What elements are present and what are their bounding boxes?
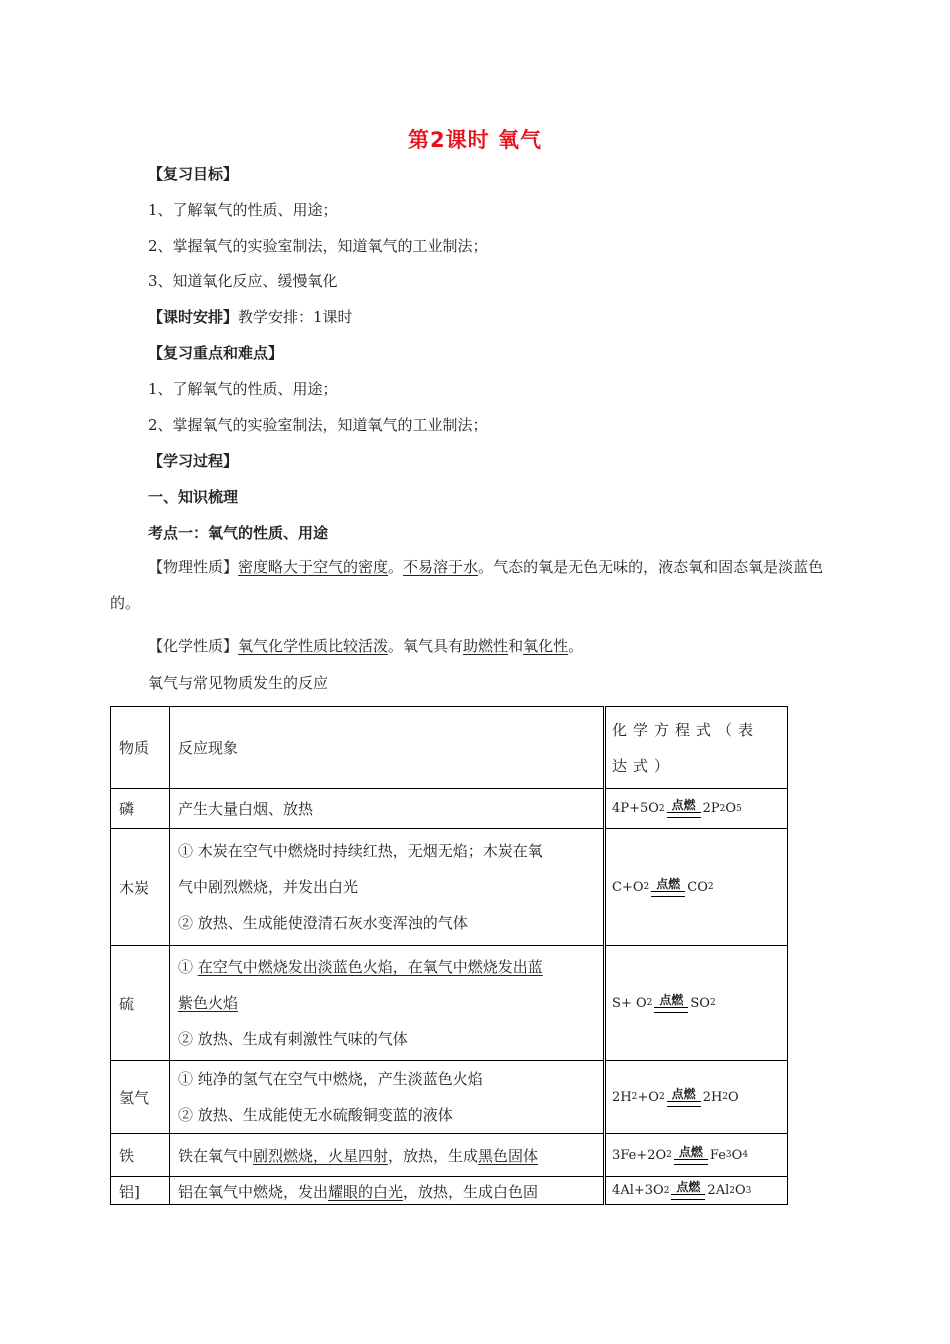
text: 铝在氧气中燃烧，发出 xyxy=(177,1183,328,1201)
eq-text: CO xyxy=(687,879,708,895)
table-row xyxy=(111,1061,788,1134)
text: 。气态的氧是无色无味的，液态氧和固态氧是淡蓝色的。 xyxy=(110,558,824,612)
text: 。 xyxy=(388,558,404,576)
eq-text: C+O xyxy=(612,879,644,895)
underlined-text: 氧化性 xyxy=(523,637,569,655)
eq-sub: 5 xyxy=(736,803,742,814)
underlined-text: 在空气中燃烧发出淡蓝色火焰，在氧气中燃烧发出蓝 xyxy=(197,958,543,976)
eq-text: 3Fe+2O xyxy=(612,1147,667,1163)
eq-text: 4Al+3O xyxy=(612,1183,664,1198)
phenomenon-line: ① 木炭在空气中燃烧时持续红热，无烟无焰；木炭在氧 xyxy=(177,842,543,860)
physical-properties xyxy=(110,549,840,621)
schedule-heading: 【课时安排】 xyxy=(148,308,239,326)
equation xyxy=(612,1088,739,1107)
key-heading: 【复习重点和难点】 xyxy=(148,344,284,362)
eq-sub: 2 xyxy=(631,1092,638,1102)
header-cell: 物质 xyxy=(111,707,170,789)
table-row xyxy=(111,789,788,829)
eq-sub: 4 xyxy=(742,1150,749,1160)
equals-bars xyxy=(667,812,701,818)
table-row xyxy=(111,946,788,1061)
eq-sub: 2 xyxy=(658,803,665,814)
eq-sub: 2 xyxy=(729,1185,735,1196)
eq-text: 2H xyxy=(702,1089,723,1105)
condition-label: 点燃 xyxy=(676,1180,701,1194)
eq-text: O xyxy=(728,1089,739,1105)
equation-cell xyxy=(605,946,788,1061)
phenomenon-cell xyxy=(169,1134,604,1177)
eq-text: O xyxy=(734,1183,746,1198)
reaction-arrow xyxy=(651,878,685,897)
table-row xyxy=(111,1134,788,1177)
eq-text: 2P xyxy=(702,801,720,816)
goals-heading: 【复习目标】 xyxy=(148,165,239,183)
phenomenon-cell xyxy=(169,946,604,1061)
condition-label: 点燃 xyxy=(671,1086,696,1101)
key-item: 2、掌握氧气的实验室制法，知道氧气的工业制法； xyxy=(148,416,488,434)
equation-cell xyxy=(605,1061,788,1134)
reaction-table xyxy=(110,706,788,1205)
eq-sub: 2 xyxy=(643,882,650,892)
condition-label: 点燃 xyxy=(678,1144,703,1159)
reaction-arrow xyxy=(671,1181,705,1200)
underlined-text: 不易溶于水 xyxy=(403,558,479,576)
reaction-arrow xyxy=(667,1088,701,1107)
page-title: 第2课时 氧气 xyxy=(408,128,542,152)
condition-label: 点燃 xyxy=(659,992,684,1007)
reaction-arrow xyxy=(654,994,688,1013)
phenomenon-line: ② 放热、生成有刺激性气味的气体 xyxy=(177,1030,408,1048)
eq-text: +O xyxy=(637,1089,659,1105)
eq-text: 2H xyxy=(612,1089,632,1105)
schedule-text: 教学安排：1课时 xyxy=(238,308,353,326)
physical-label: 【物理性质】 xyxy=(148,558,239,576)
text: ① xyxy=(177,958,198,976)
table-row xyxy=(111,829,788,946)
text: 铁在氧气中 xyxy=(177,1146,253,1165)
eq-text: Fe xyxy=(709,1147,726,1163)
equation-cell xyxy=(605,789,788,829)
underlined-text: 黑色固体 xyxy=(477,1146,538,1165)
eq-sub: 2 xyxy=(663,1185,670,1196)
substance-cell: 硫 xyxy=(111,946,170,1061)
reaction-arrow xyxy=(667,799,701,818)
table-caption: 氧气与常见物质发生的反应 xyxy=(148,674,329,692)
key-item: 1、了解氧气的性质、用途； xyxy=(148,380,338,398)
phenomenon-line xyxy=(178,985,595,1021)
underlined-text: 剧烈燃烧，火星四射 xyxy=(252,1146,388,1165)
substance-cell: 铝] xyxy=(111,1177,170,1205)
phenomenon-line: 气中剧烈燃烧，并发出白光 xyxy=(177,878,358,896)
reaction-arrow xyxy=(674,1146,708,1165)
phenomenon-line: ② 放热、生成能使澄清石灰水变浑浊的气体 xyxy=(177,914,468,932)
underlined-text: 氧气化学性质比较活泼 xyxy=(238,637,389,655)
text: 。 xyxy=(568,637,584,655)
table-header-row xyxy=(111,707,788,789)
substance-cell: 木炭 xyxy=(111,829,170,946)
underlined-text: 紫色火焰 xyxy=(177,994,238,1012)
condition-label: 点燃 xyxy=(671,798,696,812)
text: 。氧气具有 xyxy=(388,637,464,655)
chemical-properties xyxy=(110,628,840,664)
underlined-text: 密度略大于空气的密度 xyxy=(238,558,389,576)
equation xyxy=(612,1181,751,1200)
topic-heading: 考点一：氧气的性质、用途 xyxy=(148,524,329,542)
goal-item: 1、了解氧气的性质、用途； xyxy=(148,201,338,219)
substance-cell: 氢气 xyxy=(111,1061,170,1134)
eq-text: O xyxy=(731,1147,743,1163)
condition-label: 点燃 xyxy=(656,876,681,891)
phenomenon-cell xyxy=(169,1061,604,1134)
equation xyxy=(612,878,714,897)
equation xyxy=(612,1146,748,1165)
phenomenon-line: ① 纯净的氢气在空气中燃烧，产生淡蓝色火焰 xyxy=(177,1070,483,1088)
eq-sub: 2 xyxy=(658,1092,665,1102)
table-row xyxy=(111,1177,788,1205)
eq-sub: 2 xyxy=(719,803,726,814)
substance-cell: 磷 xyxy=(111,789,170,829)
substance-cell: 铁 xyxy=(111,1134,170,1177)
underlined-text: 耀眼的白光 xyxy=(327,1183,403,1201)
text: 和 xyxy=(508,637,524,655)
equals-bars xyxy=(654,1007,688,1013)
schedule-line xyxy=(148,307,353,327)
eq-sub: 2 xyxy=(666,1150,672,1160)
phenomenon-line: ② 放热、生成能使无水硫酸铜变蓝的液体 xyxy=(177,1106,453,1124)
goal-item: 3、知道氧化反应、缓慢氧化 xyxy=(148,272,338,290)
equals-bars xyxy=(674,1159,708,1165)
equation-cell xyxy=(605,829,788,946)
phenomenon-cell xyxy=(169,829,604,946)
part-heading: 一、知识梳理 xyxy=(148,488,239,506)
eq-text: 4P+5O xyxy=(612,801,659,816)
header-cell: 反应现象 xyxy=(169,707,604,789)
eq-text: S+ O xyxy=(612,995,647,1011)
equation-cell xyxy=(605,1134,788,1177)
goal-item: 2、掌握氧气的实验室制法，知道氧气的工业制法； xyxy=(148,237,488,255)
eq-sub: 3 xyxy=(745,1185,752,1196)
eq-sub: 2 xyxy=(646,998,653,1008)
eq-text: SO xyxy=(690,995,710,1011)
underlined-text: 助燃性 xyxy=(463,637,509,655)
phenomenon-line xyxy=(178,949,595,985)
eq-sub: 3 xyxy=(725,1150,732,1160)
phenomenon-cell: 产生大量白烟、放热 xyxy=(169,789,604,829)
eq-sub: 2 xyxy=(709,998,716,1008)
equation xyxy=(612,994,716,1013)
text: ，放热，生成白色固 xyxy=(402,1183,538,1201)
equation xyxy=(612,799,742,818)
equation-cell xyxy=(605,1177,788,1205)
phenomenon-cell xyxy=(169,1177,604,1205)
header-cell: 化学方程式（表达式） xyxy=(605,707,788,789)
equals-bars xyxy=(667,1101,701,1107)
eq-sub: 2 xyxy=(707,882,714,892)
eq-sub: 2 xyxy=(722,1092,729,1102)
chemical-label: 【化学性质】 xyxy=(148,637,239,655)
process-heading: 【学习过程】 xyxy=(148,452,239,470)
equals-bars xyxy=(651,891,685,897)
text: ，放热，生成 xyxy=(387,1146,478,1165)
eq-text: O xyxy=(725,801,737,816)
eq-text: 2Al xyxy=(707,1183,730,1198)
equals-bars xyxy=(671,1194,705,1200)
